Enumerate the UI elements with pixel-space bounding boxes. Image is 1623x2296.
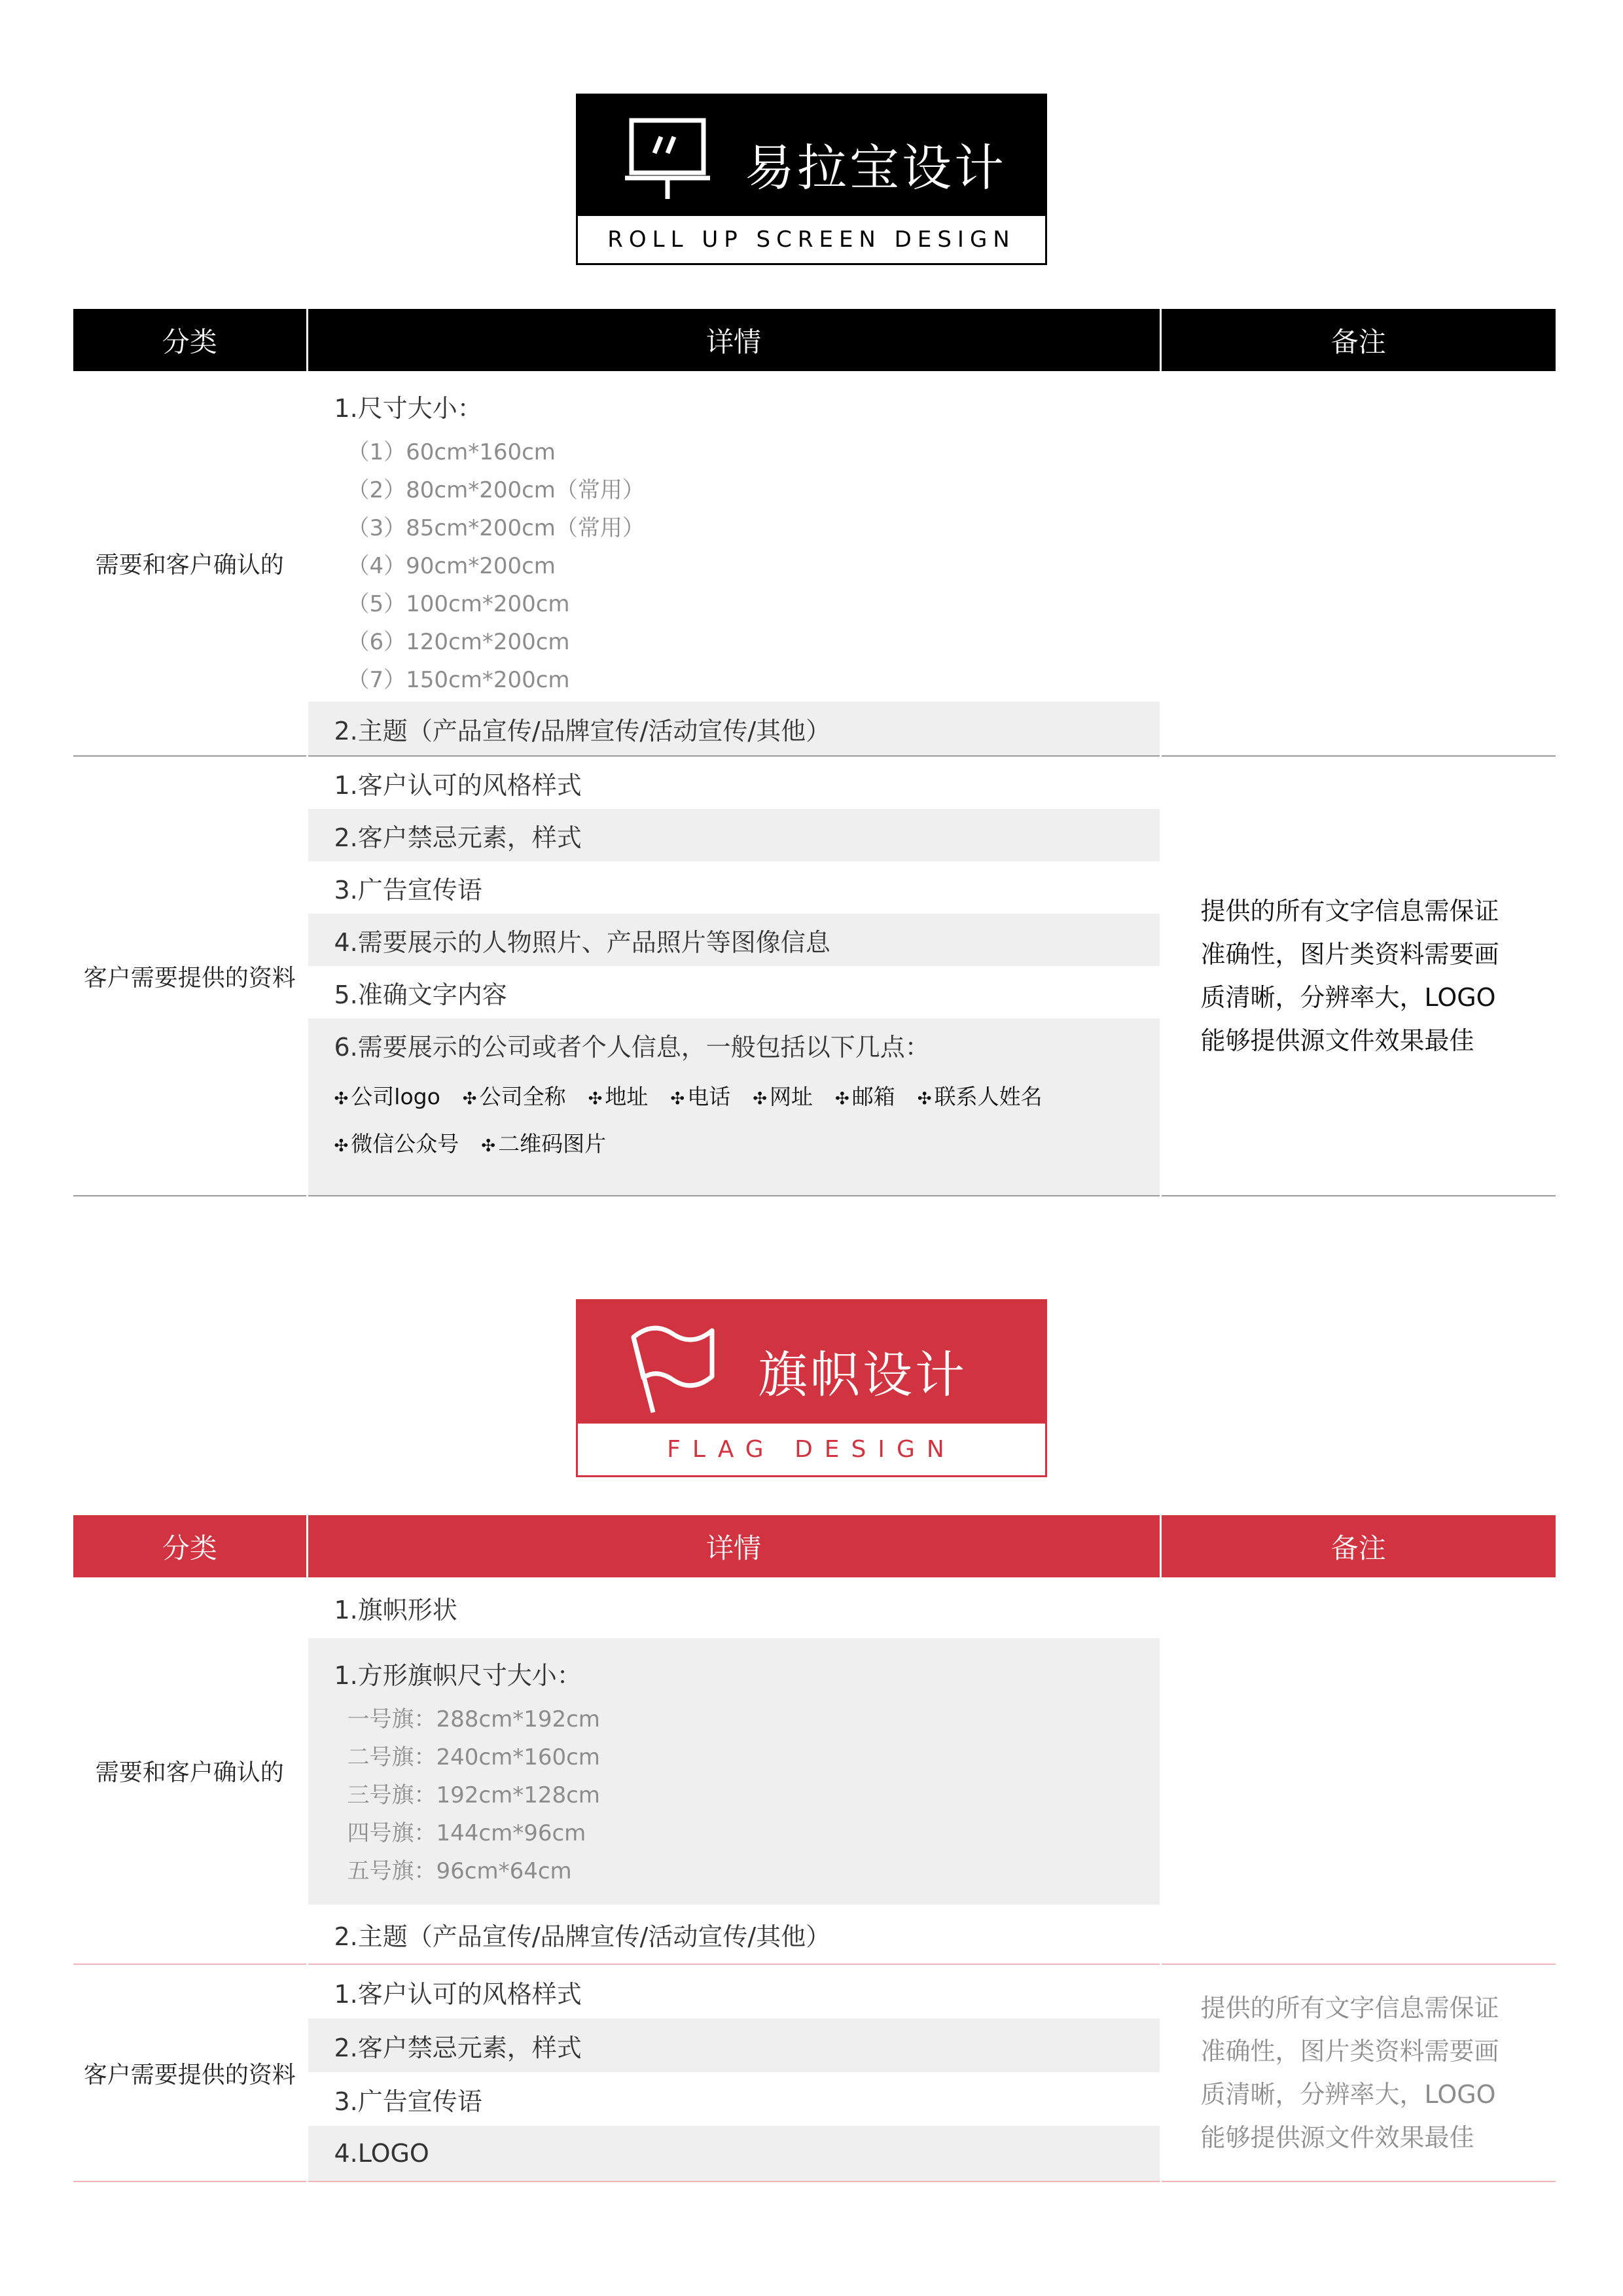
flag-size-title: 1.方形旗帜尺寸大小： xyxy=(334,1661,582,1690)
material-row: 2.客户禁忌元素，样式 xyxy=(308,2018,1160,2072)
header-detail: 详情 xyxy=(307,1515,1160,1577)
size-item: （1）60cm*160cm xyxy=(347,439,556,465)
material-row: 2.客户禁忌元素，样式 xyxy=(308,809,1160,861)
flag-subtitle-band xyxy=(578,1424,1045,1475)
rollup-subtitle: ROLL UP SCREEN DESIGN xyxy=(607,226,1016,253)
flag-size-item: 四号旗：144cm*96cm xyxy=(347,1820,586,1846)
rollup-subtitle-band xyxy=(578,216,1045,263)
header-detail: 详情 xyxy=(307,309,1160,371)
size-item: （7）150cm*200cm xyxy=(347,667,570,693)
info-block xyxy=(308,1018,1160,1195)
flag-size-item: 五号旗：96cm*64cm xyxy=(347,1858,572,1884)
header-note: 备注 xyxy=(1160,309,1556,371)
flag-spec-table xyxy=(73,1515,1556,2182)
materials-note: 提供的所有文字信息需保证准确性，图片类资料需要画质清晰，分辨率大，LOGO能够提供源文件效果最佳 xyxy=(1200,897,1499,1055)
material-row: 4.需要展示的人物照片、产品照片等图像信息 xyxy=(308,914,1160,966)
info-point: ✣ 地址 xyxy=(588,1073,649,1121)
info-point: ✣ 邮箱 xyxy=(835,1073,895,1121)
material-row: 3.广告宣传语 xyxy=(334,2087,482,2116)
size-block xyxy=(308,371,1160,702)
shape-row: 1.旗帜形状 xyxy=(334,1596,457,1624)
flag-size-item: 一号旗：288cm*192cm xyxy=(347,1706,600,1732)
info-point: ✣ 微信公众号 xyxy=(334,1121,459,1168)
detail-cell xyxy=(307,756,1160,1196)
header-category: 分类 xyxy=(162,325,217,358)
category-confirm: 需要和客户确认的 xyxy=(95,1759,284,1786)
info-title: 6.需要展示的公司或者个人信息，一般包括以下几点： xyxy=(334,1033,930,1062)
size-item: （6）120cm*200cm xyxy=(347,629,570,655)
rollup-screen-icon xyxy=(625,114,717,206)
rollup-title: 易拉宝设计 xyxy=(745,139,1007,197)
theme-row: 2.主题（产品宣传/品牌宣传/活动宣传/其他） xyxy=(334,1922,831,1951)
size-item: （2）80cm*200cm（常用） xyxy=(347,477,645,503)
material-row: 3.广告宣传语 xyxy=(334,875,482,905)
flag-subtitle: FLAG DESIGN xyxy=(667,1436,956,1463)
flag-icon xyxy=(627,1318,725,1416)
rollup-spec-table xyxy=(73,309,1556,1196)
size-item: （4）90cm*200cm xyxy=(347,553,556,579)
note-empty xyxy=(1160,371,1556,756)
detail-cell xyxy=(307,1577,1160,1964)
theme-row: 2.主题（产品宣传/品牌宣传/活动宣传/其他） xyxy=(308,702,1160,755)
size-title: 1.尺寸大小： xyxy=(334,394,482,423)
size-item: （5）100cm*200cm xyxy=(347,591,570,617)
flag-title-box xyxy=(576,1299,1047,1477)
category-materials: 客户需要提供的资料 xyxy=(83,964,296,992)
rollup-title-band xyxy=(578,96,1045,218)
size-item: （3）85cm*200cm（常用） xyxy=(347,515,645,541)
info-point: ✣ 公司全称 xyxy=(463,1073,566,1121)
info-point: ✣ 电话 xyxy=(670,1073,730,1121)
flag-size-item: 二号旗：240cm*160cm xyxy=(347,1744,600,1770)
material-row: 1.客户认可的风格样式 xyxy=(334,770,582,800)
header-category: 分类 xyxy=(162,1532,217,1564)
material-row: 4.LOGO xyxy=(308,2126,1160,2181)
category-materials: 客户需要提供的资料 xyxy=(83,2061,296,2089)
info-point: ✣ 二维码图片 xyxy=(481,1121,606,1168)
detail-cell xyxy=(307,371,1160,756)
flag-title: 旗帜设计 xyxy=(758,1346,967,1404)
flag-size-block xyxy=(308,1638,1160,1905)
info-point: ✣ 公司logo xyxy=(334,1073,440,1121)
info-points xyxy=(334,1073,1133,1168)
info-point: ✣ 联系人姓名 xyxy=(918,1073,1043,1121)
flag-size-item: 三号旗：192cm*128cm xyxy=(347,1782,600,1808)
material-row: 1.客户认可的风格样式 xyxy=(334,1979,582,2009)
rollup-title-box xyxy=(576,94,1047,265)
info-point: ✣ 网址 xyxy=(753,1073,813,1121)
category-confirm: 需要和客户确认的 xyxy=(95,552,284,579)
detail-cell xyxy=(307,1964,1160,2181)
note-empty xyxy=(1160,1577,1556,1964)
materials-note: 提供的所有文字信息需保证准确性，图片类资料需要画质清晰，分辨率大，LOGO能够提供源文件效果最佳 xyxy=(1200,1994,1499,2152)
header-note: 备注 xyxy=(1160,1515,1556,1577)
material-row: 5.准确文字内容 xyxy=(334,980,507,1009)
flag-title-band xyxy=(578,1301,1045,1427)
